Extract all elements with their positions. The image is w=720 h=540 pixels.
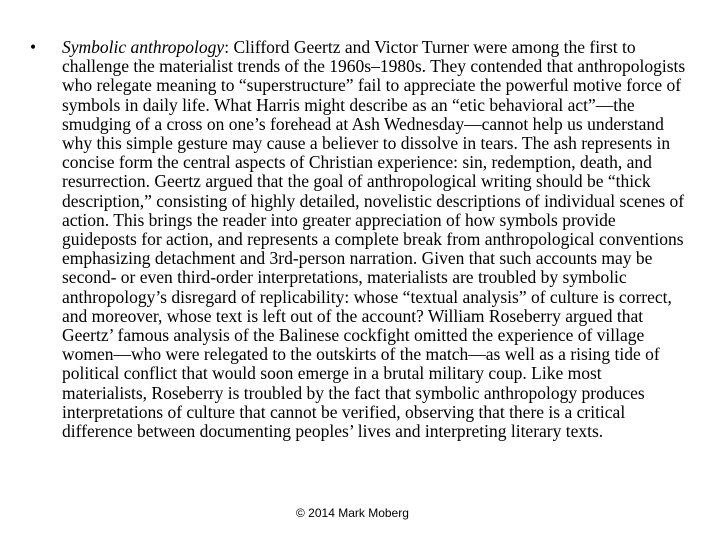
bullet-dot-icon: • — [30, 37, 37, 57]
bullet-body-text: Clifford Geertz and Victor Turner were among the first to challenge the materialist trends of the 1960s–1980s. They contended that anthropologists who relegate meaning to “superstructure” fail to appreciate the powerful motive force of symbols in daily life. What Harris might describe as an “etic behavioral act”—the smudging of a cross on one’s forehead at Ash Wednesday—cannot help us understand why this simple gesture may cause a believer to dissolve in tears. The ash represents in concise form the central aspects of Christian experience: sin, redemption, death, and resurrection. Geertz argued that the goal of anthropological writing should be “thick description,” consisting of highly detailed, novelistic descriptions of individual scenes of action. This brings the reader into greater appreciation of how symbols provide guideposts for action, and represents a complete break from anthropological conventions emphasizing detachment and 3rd-person narration. Given that such accounts may be second- or even third-order interpretations, materialists are troubled by symbolic anthropology’s disregard of replicability: whose “textual analysis” of culture is correct, and moreover, whose text is left out of the account? William Roseberry argued that Geertz’ famous analysis of the Balinese cockfight omitted the experience of village women—who were relegated to the outskirts of the match—as well as a rising tide of political conflict that would soon emerge in a brutal military coup. Like most materialists, Roseberry is troubled by the fact that symbolic anthropology produces interpretations of culture that cannot be verified, observing that there is a critical difference between documenting peoples’ lives and interpreting literary texts. — [62, 37, 686, 442]
bullet-paragraph — [62, 38, 690, 441]
term-symbolic-anthropology: Symbolic anthropology — [62, 37, 225, 57]
term-separator: : — [224, 37, 230, 57]
bullet-point — [30, 38, 690, 441]
copyright-footer: © 2014 Mark Moberg — [296, 506, 409, 520]
